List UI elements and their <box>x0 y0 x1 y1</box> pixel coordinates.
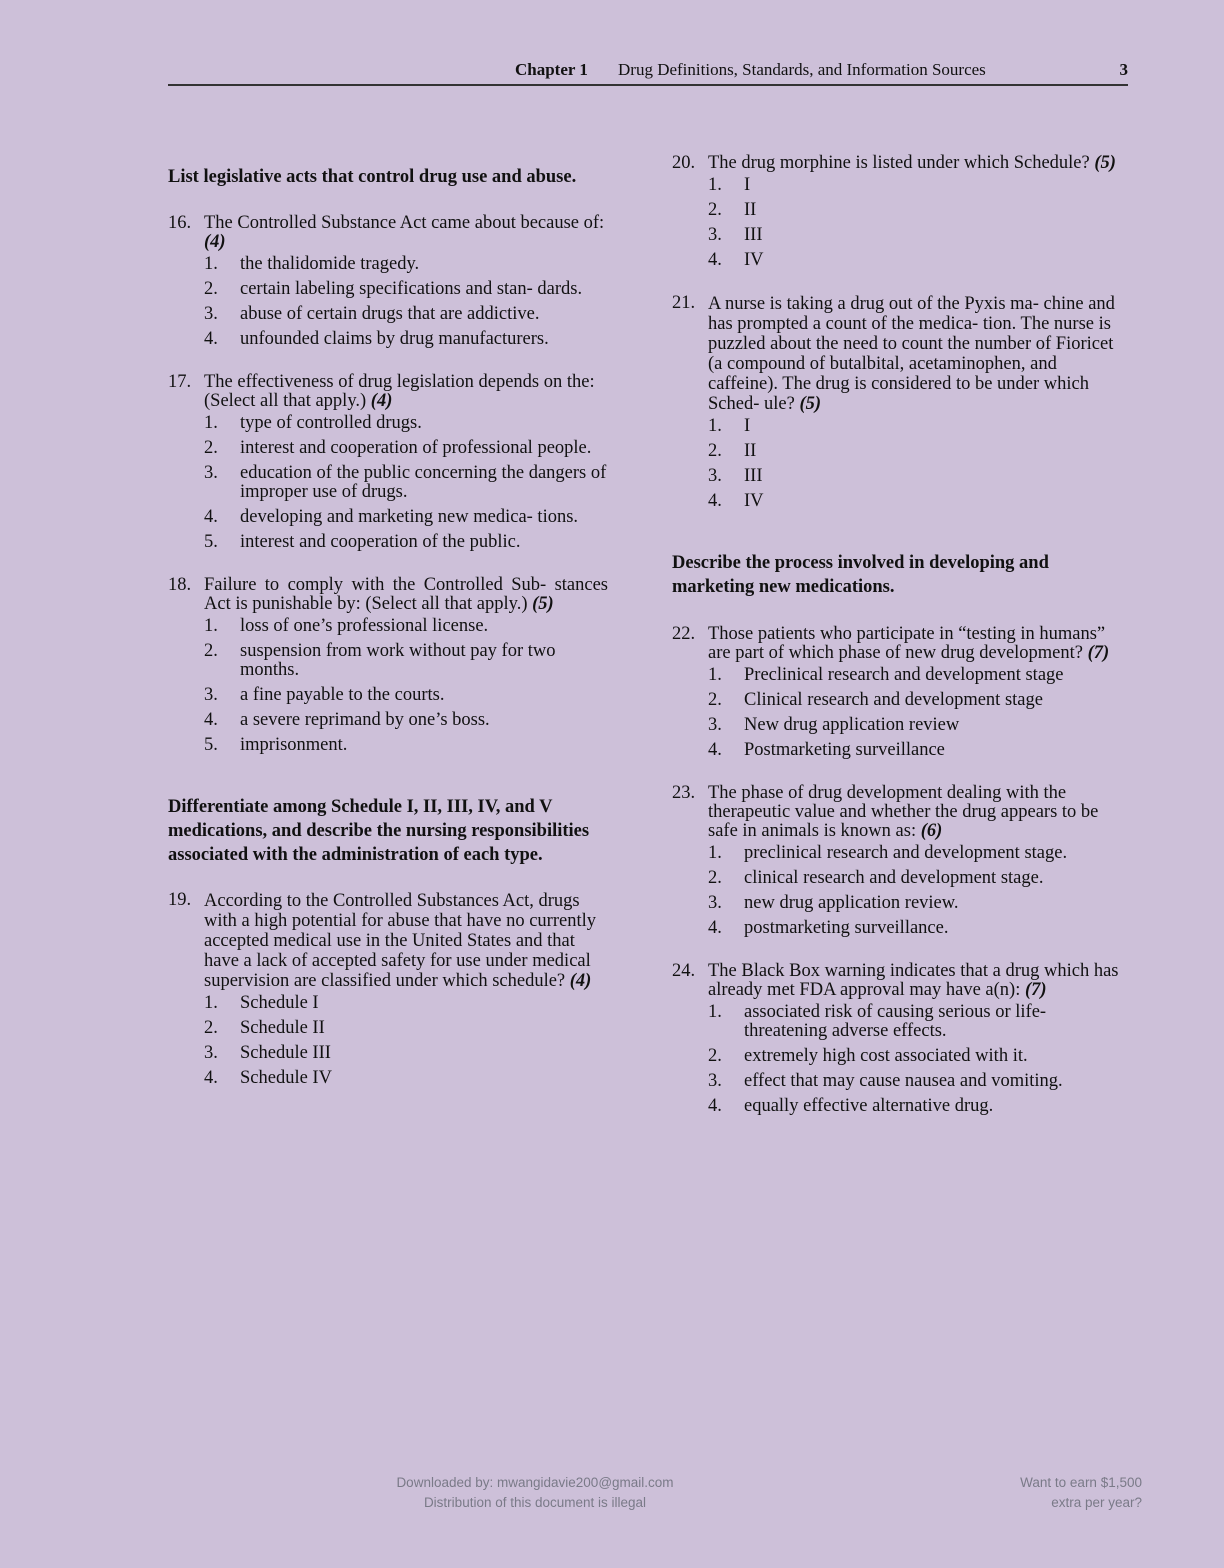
option-text: education of the public concerning the dangers of improper use of drugs. <box>240 463 607 502</box>
answer-option <box>708 176 1122 195</box>
answer-option <box>204 508 608 527</box>
option-text: IV <box>744 491 764 511</box>
option-number: 3. <box>708 225 722 245</box>
option-text: developing and marketing new medica- tions. <box>240 507 579 527</box>
page-number: 3 <box>1119 60 1128 79</box>
option-text: Schedule IV <box>240 1068 332 1088</box>
option-number: 3. <box>708 1071 722 1091</box>
promo-line-1: Want to earn $1,500 <box>1020 1475 1142 1490</box>
answer-option <box>204 533 608 552</box>
answer-option <box>708 1003 1122 1041</box>
option-number: 4. <box>204 1068 218 1088</box>
answer-option <box>708 1097 1122 1116</box>
answer-option <box>708 716 1122 735</box>
question-stem: Those patients who participate in “testing in humans” are part of which phase of new drug development? <box>708 624 1106 663</box>
option-number: 2. <box>204 641 218 661</box>
question-24 <box>672 962 1122 1116</box>
option-text: New drug application review <box>744 715 960 735</box>
option-text: preclinical research and development stage. <box>744 843 1068 863</box>
option-number: 2. <box>204 1018 218 1038</box>
distribution-notice-text: Distribution of this document is illegal <box>423 1495 647 1510</box>
option-text: Preclinical research and development stage <box>744 665 1064 685</box>
option-text: interest and cooperation of professional people. <box>240 438 592 458</box>
answer-option <box>708 251 1122 270</box>
option-number: 3. <box>708 466 722 486</box>
objective-ref: (7) <box>1087 643 1110 663</box>
option-text: suspension from work without pay for two months. <box>240 641 556 680</box>
objective-ref: (5) <box>532 594 554 614</box>
promo-line-2: extra per year? <box>1051 1495 1142 1510</box>
answer-option <box>204 617 608 636</box>
answer-options <box>708 844 1122 938</box>
question-number: 21. <box>672 293 696 313</box>
answer-option <box>204 1019 608 1038</box>
option-number: 3. <box>204 304 218 324</box>
option-number: 1. <box>204 413 218 433</box>
option-text: loss of one’s professional license. <box>240 616 489 636</box>
option-text: III <box>744 225 763 245</box>
question-stem: The effectiveness of drug legislation depends on the: (Select all that apply.) <box>204 372 595 411</box>
option-number: 1. <box>708 175 722 195</box>
answer-options <box>204 255 608 349</box>
option-text: certain labeling specifications and stan- dards. <box>240 279 583 299</box>
option-number: 2. <box>708 690 722 710</box>
option-number: 1. <box>204 993 218 1013</box>
answer-option <box>204 686 608 705</box>
answer-option <box>204 711 608 730</box>
option-number: 4. <box>708 1096 722 1116</box>
answer-option <box>708 201 1122 220</box>
question-23 <box>672 784 1122 938</box>
option-number: 5. <box>204 735 218 755</box>
chapter-title: Drug Definitions, Standards, and Information Sources <box>618 60 986 79</box>
option-text: I <box>744 416 751 436</box>
page-header <box>168 58 1128 86</box>
option-text: a fine payable to the courts. <box>240 685 445 705</box>
question-17 <box>168 373 608 552</box>
question-stem: A nurse is taking a drug out of the Pyxis ma- chine and has prompted a count of the medica- tion. The nurse is puzzled about the need to count the number of Fioricet (a compound of butalbital, acetaminophen, and caffeine). The drug is considered to be under which Sched- ule? <box>708 294 1115 414</box>
option-text: associated risk of causing serious or life- threatening adverse effects. <box>744 1002 1047 1041</box>
option-number: 1. <box>708 416 722 436</box>
option-text: IV <box>744 250 764 270</box>
objective-ref: (6) <box>920 821 943 841</box>
option-text: new drug application review. <box>744 893 959 913</box>
promo-notice[interactable] <box>990 1473 1142 1513</box>
objective-heading: Differentiate among Schedule I, II, III, IV, and V medications, and describe the nursing responsibilities associated with the administration of each type. <box>168 797 590 865</box>
answer-options <box>708 176 1122 270</box>
option-number: 2. <box>708 200 722 220</box>
question-number: 20. <box>672 153 696 173</box>
answer-option <box>708 919 1122 938</box>
option-number: 4. <box>708 491 722 511</box>
question-19 <box>168 891 608 1088</box>
answer-option <box>204 994 608 1013</box>
answer-options <box>708 1003 1122 1116</box>
objective-ref: (5) <box>799 394 822 414</box>
option-text: Schedule II <box>240 1018 325 1038</box>
question-stem: Failure to comply with the Controlled Sub- stances Act is punishable by: (Select all that apply.) <box>204 575 608 614</box>
option-text: III <box>744 466 763 486</box>
answer-option <box>708 226 1122 245</box>
option-number: 2. <box>708 441 722 461</box>
download-notice <box>360 1473 710 1513</box>
answer-options <box>204 617 608 755</box>
option-number: 3. <box>708 893 722 913</box>
option-text: effect that may cause nausea and vomiting. <box>744 1071 1063 1091</box>
objective-ref: (7) <box>1024 980 1047 1000</box>
downloaded-by-text: Downloaded by: mwangidavie200@gmail.com <box>396 1475 674 1490</box>
option-text: clinical research and development stage. <box>744 868 1044 888</box>
answer-option <box>204 439 608 458</box>
option-number: 4. <box>708 918 722 938</box>
option-number: 4. <box>204 329 218 349</box>
option-text: Schedule I <box>240 993 319 1013</box>
answer-option <box>204 255 608 274</box>
answer-option <box>204 736 608 755</box>
chapter-label: Chapter 1 <box>515 60 588 79</box>
answer-option <box>204 280 608 299</box>
option-number: 1. <box>204 254 218 274</box>
answer-option <box>204 330 608 349</box>
left-column <box>168 165 608 1094</box>
option-text: interest and cooperation of the public. <box>240 532 521 552</box>
objective-heading: Describe the process involved in developing and marketing new medications. <box>672 553 1049 597</box>
question-16 <box>168 214 608 349</box>
answer-option <box>708 844 1122 863</box>
answer-option <box>708 1072 1122 1091</box>
option-text: II <box>744 441 757 461</box>
option-number: 2. <box>204 279 218 299</box>
answer-option <box>708 417 1122 436</box>
objective-heading: List legislative acts that control drug use and abuse. <box>168 167 577 187</box>
answer-option <box>708 894 1122 913</box>
option-text: I <box>744 175 751 195</box>
option-number: 4. <box>708 250 722 270</box>
option-text: extremely high cost associated with it. <box>744 1046 1028 1066</box>
question-stem: The drug morphine is listed under which Schedule? <box>708 153 1090 173</box>
option-text: unfounded claims by drug manufacturers. <box>240 329 549 349</box>
option-text: imprisonment. <box>240 735 348 755</box>
answer-option <box>708 1047 1122 1066</box>
question-stem: According to the Controlled Substances Act, drugs with a high potential for abuse that have no currently accepted medical use in the United States and that have a lack of accepted safety for use under medical supervision are classified under which schedule? <box>204 891 596 991</box>
option-number: 2. <box>204 438 218 458</box>
question-number: 17. <box>168 372 192 392</box>
question-stem: The Controlled Substance Act came about because of: <box>204 213 605 233</box>
answer-option <box>204 305 608 324</box>
option-text: Schedule III <box>240 1043 331 1063</box>
question-number: 23. <box>672 783 696 803</box>
answer-option <box>708 467 1122 486</box>
answer-option <box>204 1069 608 1088</box>
option-number: 5. <box>204 532 218 552</box>
question-20 <box>672 154 1122 270</box>
answer-option <box>708 869 1122 888</box>
option-number: 1. <box>708 843 722 863</box>
answer-option <box>204 464 608 502</box>
question-number: 19. <box>168 890 192 910</box>
option-text: type of controlled drugs. <box>240 413 422 433</box>
question-number: 24. <box>672 961 696 981</box>
option-number: 4. <box>708 740 722 760</box>
option-number: 3. <box>204 463 218 483</box>
right-column <box>672 154 1122 1122</box>
question-22 <box>672 625 1122 760</box>
objective-ref: (4) <box>204 232 226 252</box>
option-number: 1. <box>708 1002 722 1022</box>
objective-ref: (4) <box>569 971 592 991</box>
answer-option <box>204 642 608 680</box>
question-18 <box>168 576 608 755</box>
option-number: 3. <box>708 715 722 735</box>
answer-option <box>204 1044 608 1063</box>
answer-options <box>204 994 608 1088</box>
question-21 <box>672 294 1122 511</box>
answer-option <box>708 442 1122 461</box>
objective-ref: (4) <box>370 391 393 411</box>
answer-option <box>708 492 1122 511</box>
answer-options <box>204 414 608 552</box>
answer-option <box>708 691 1122 710</box>
option-number: 4. <box>204 710 218 730</box>
question-number: 16. <box>168 213 192 233</box>
answer-option <box>708 666 1122 685</box>
objective-ref: (5) <box>1094 153 1116 173</box>
option-text: abuse of certain drugs that are addictive. <box>240 304 540 324</box>
option-number: 4. <box>204 507 218 527</box>
option-text: postmarketing surveillance. <box>744 918 949 938</box>
answer-option <box>204 414 608 433</box>
answer-options <box>708 666 1122 760</box>
question-stem: The phase of drug development dealing with the therapeutic value and whether the drug appears to be safe in animals is known as: <box>708 783 1099 841</box>
option-text: Clinical research and development stage <box>744 690 1043 710</box>
option-text: II <box>744 200 757 220</box>
question-stem: The Black Box warning indicates that a drug which has already met FDA approval may have a(n): <box>708 961 1119 1000</box>
answer-options <box>708 417 1122 511</box>
option-number: 3. <box>204 685 218 705</box>
option-text: Postmarketing surveillance <box>744 740 945 760</box>
option-number: 1. <box>708 665 722 685</box>
option-number: 3. <box>204 1043 218 1063</box>
option-text: equally effective alternative drug. <box>744 1096 994 1116</box>
question-number: 18. <box>168 575 192 595</box>
option-number: 2. <box>708 868 722 888</box>
option-number: 2. <box>708 1046 722 1066</box>
question-number: 22. <box>672 624 696 644</box>
option-text: the thalidomide tragedy. <box>240 254 420 274</box>
answer-option <box>708 741 1122 760</box>
option-number: 1. <box>204 616 218 636</box>
option-text: a severe reprimand by one’s boss. <box>240 710 490 730</box>
